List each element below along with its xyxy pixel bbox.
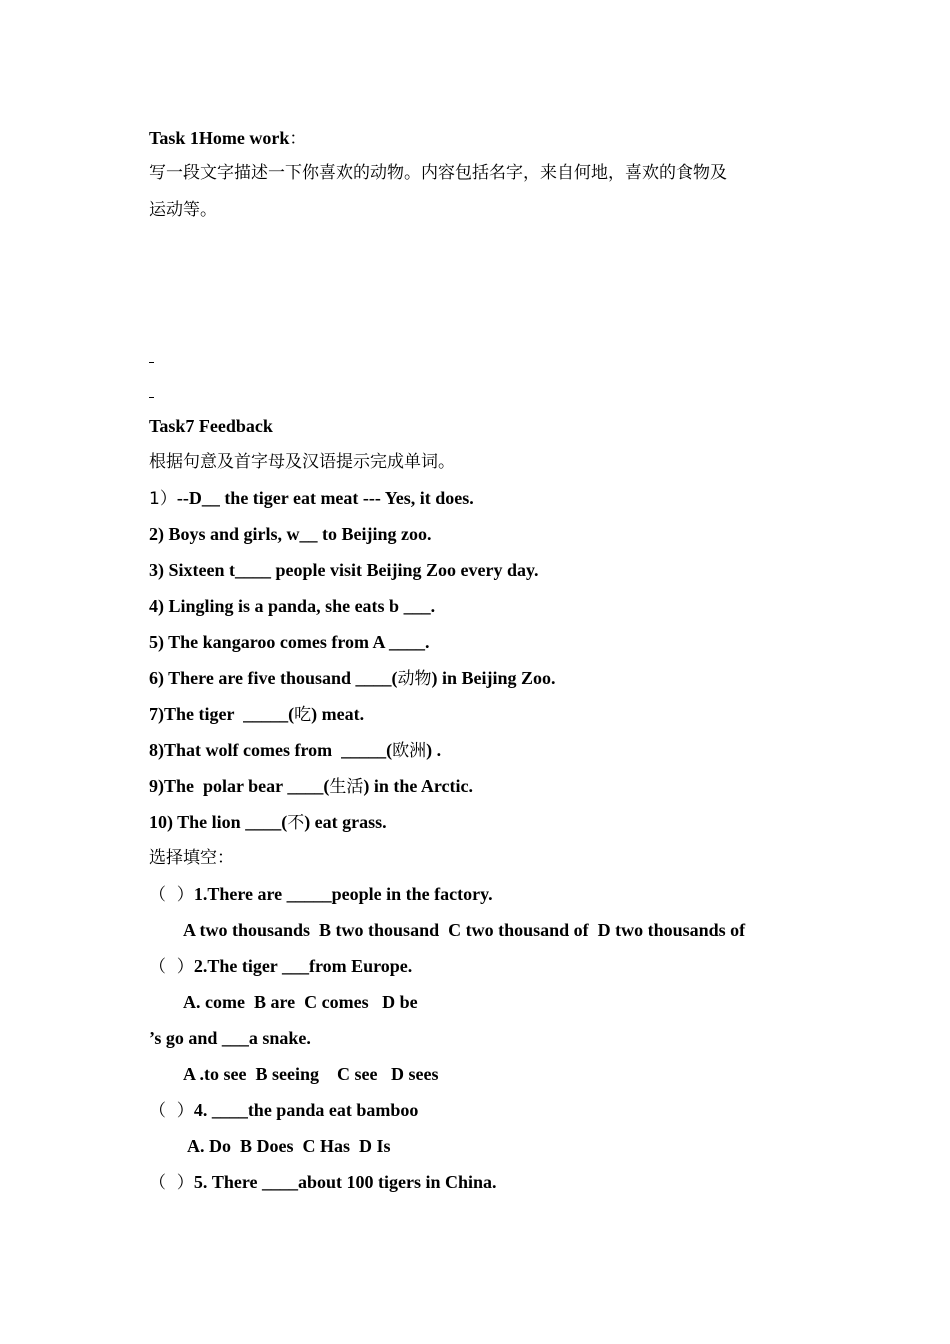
question-6-pre: 6) There are five thousand ____( <box>149 668 398 688</box>
choice-question-4 <box>149 1099 418 1122</box>
feedback-instruction: 根据句意及首字母及汉语提示完成单词。 <box>149 452 455 472</box>
question-3: 3) Sixteen t____ people visit Beijing Zoo every day. <box>149 560 539 580</box>
answer-bracket: （ ） <box>149 957 194 977</box>
question-1 <box>149 487 474 510</box>
choice-question-5 <box>149 1171 497 1194</box>
choice-question-3: ’s go and ___a snake. <box>149 1028 311 1048</box>
question-10-hint: 不 <box>287 813 305 833</box>
choice-question-2-options: A. come B are C comes D be <box>183 992 418 1012</box>
question-10-post: ) eat grass. <box>304 812 387 832</box>
homework-title-text: Task 1Home work <box>149 128 290 148</box>
choice-question-1 <box>149 883 493 906</box>
choice-question-2 <box>149 955 412 978</box>
question-7-pre: 7)The tiger _____( <box>149 704 295 724</box>
question-2: 2) Boys and girls, w__ to Beijing zoo. <box>149 524 432 544</box>
question-1-number: 1） <box>149 489 177 509</box>
question-8 <box>149 739 441 762</box>
separator-mark <box>149 362 154 363</box>
question-4: 4) Lingling is a panda, she eats b ___. <box>149 596 436 616</box>
feedback-title: Task7 Feedback <box>149 416 273 436</box>
question-9-pre: 9)The polar bear ____( <box>149 776 330 796</box>
question-9 <box>149 775 473 798</box>
question-8-hint: 欧洲 <box>392 741 427 761</box>
question-8-pre: 8)That wolf comes from _____( <box>149 740 393 760</box>
question-1-text: --D__ the tiger eat meat --- Yes, it does. <box>176 488 474 508</box>
choice-question-1-options: A two thousands B two thousand C two thousand of D two thousands of <box>183 920 746 940</box>
question-7 <box>149 703 364 726</box>
answer-bracket: （ ） <box>149 885 194 905</box>
question-6-hint: 动物 <box>397 669 432 689</box>
homework-description-line2: 运动等。 <box>149 200 217 220</box>
answer-bracket: （ ） <box>149 1173 194 1193</box>
choice-question-4-options: A. Do B Does C Has D Is <box>187 1136 391 1156</box>
homework-title-colon: ： <box>289 129 307 149</box>
choice-title: 选择填空： <box>149 848 234 868</box>
question-9-hint: 生活 <box>329 777 364 797</box>
question-6 <box>149 667 556 690</box>
question-10-pre: 10) The lion ____( <box>149 812 288 832</box>
homework-description-line1: 写一段文字描述一下你喜欢的动物。内容包括名字，来自何地，喜欢的食物及 <box>149 163 727 183</box>
choice-question-1-text: 1.There are _____people in the factory. <box>193 884 493 904</box>
question-6-post: ) in Beijing Zoo. <box>431 668 556 688</box>
separator-mark <box>149 397 154 398</box>
question-7-hint: 吃 <box>294 705 312 725</box>
question-10 <box>149 811 387 834</box>
question-7-post: ) meat. <box>311 704 365 724</box>
answer-bracket: （ ） <box>149 1101 194 1121</box>
question-5: 5) The kangaroo comes from A ____. <box>149 632 430 652</box>
choice-question-4-text: 4. ____the panda eat bamboo <box>193 1100 419 1120</box>
question-8-post: ) . <box>426 740 442 760</box>
choice-question-3-options: A .to see B seeing C see D sees <box>183 1064 439 1084</box>
choice-question-5-text: 5. There ____about 100 tigers in China. <box>193 1172 497 1192</box>
question-9-post: ) in the Arctic. <box>363 776 473 796</box>
choice-question-2-text: 2.The tiger ___from Europe. <box>193 956 413 976</box>
homework-title <box>149 127 306 150</box>
